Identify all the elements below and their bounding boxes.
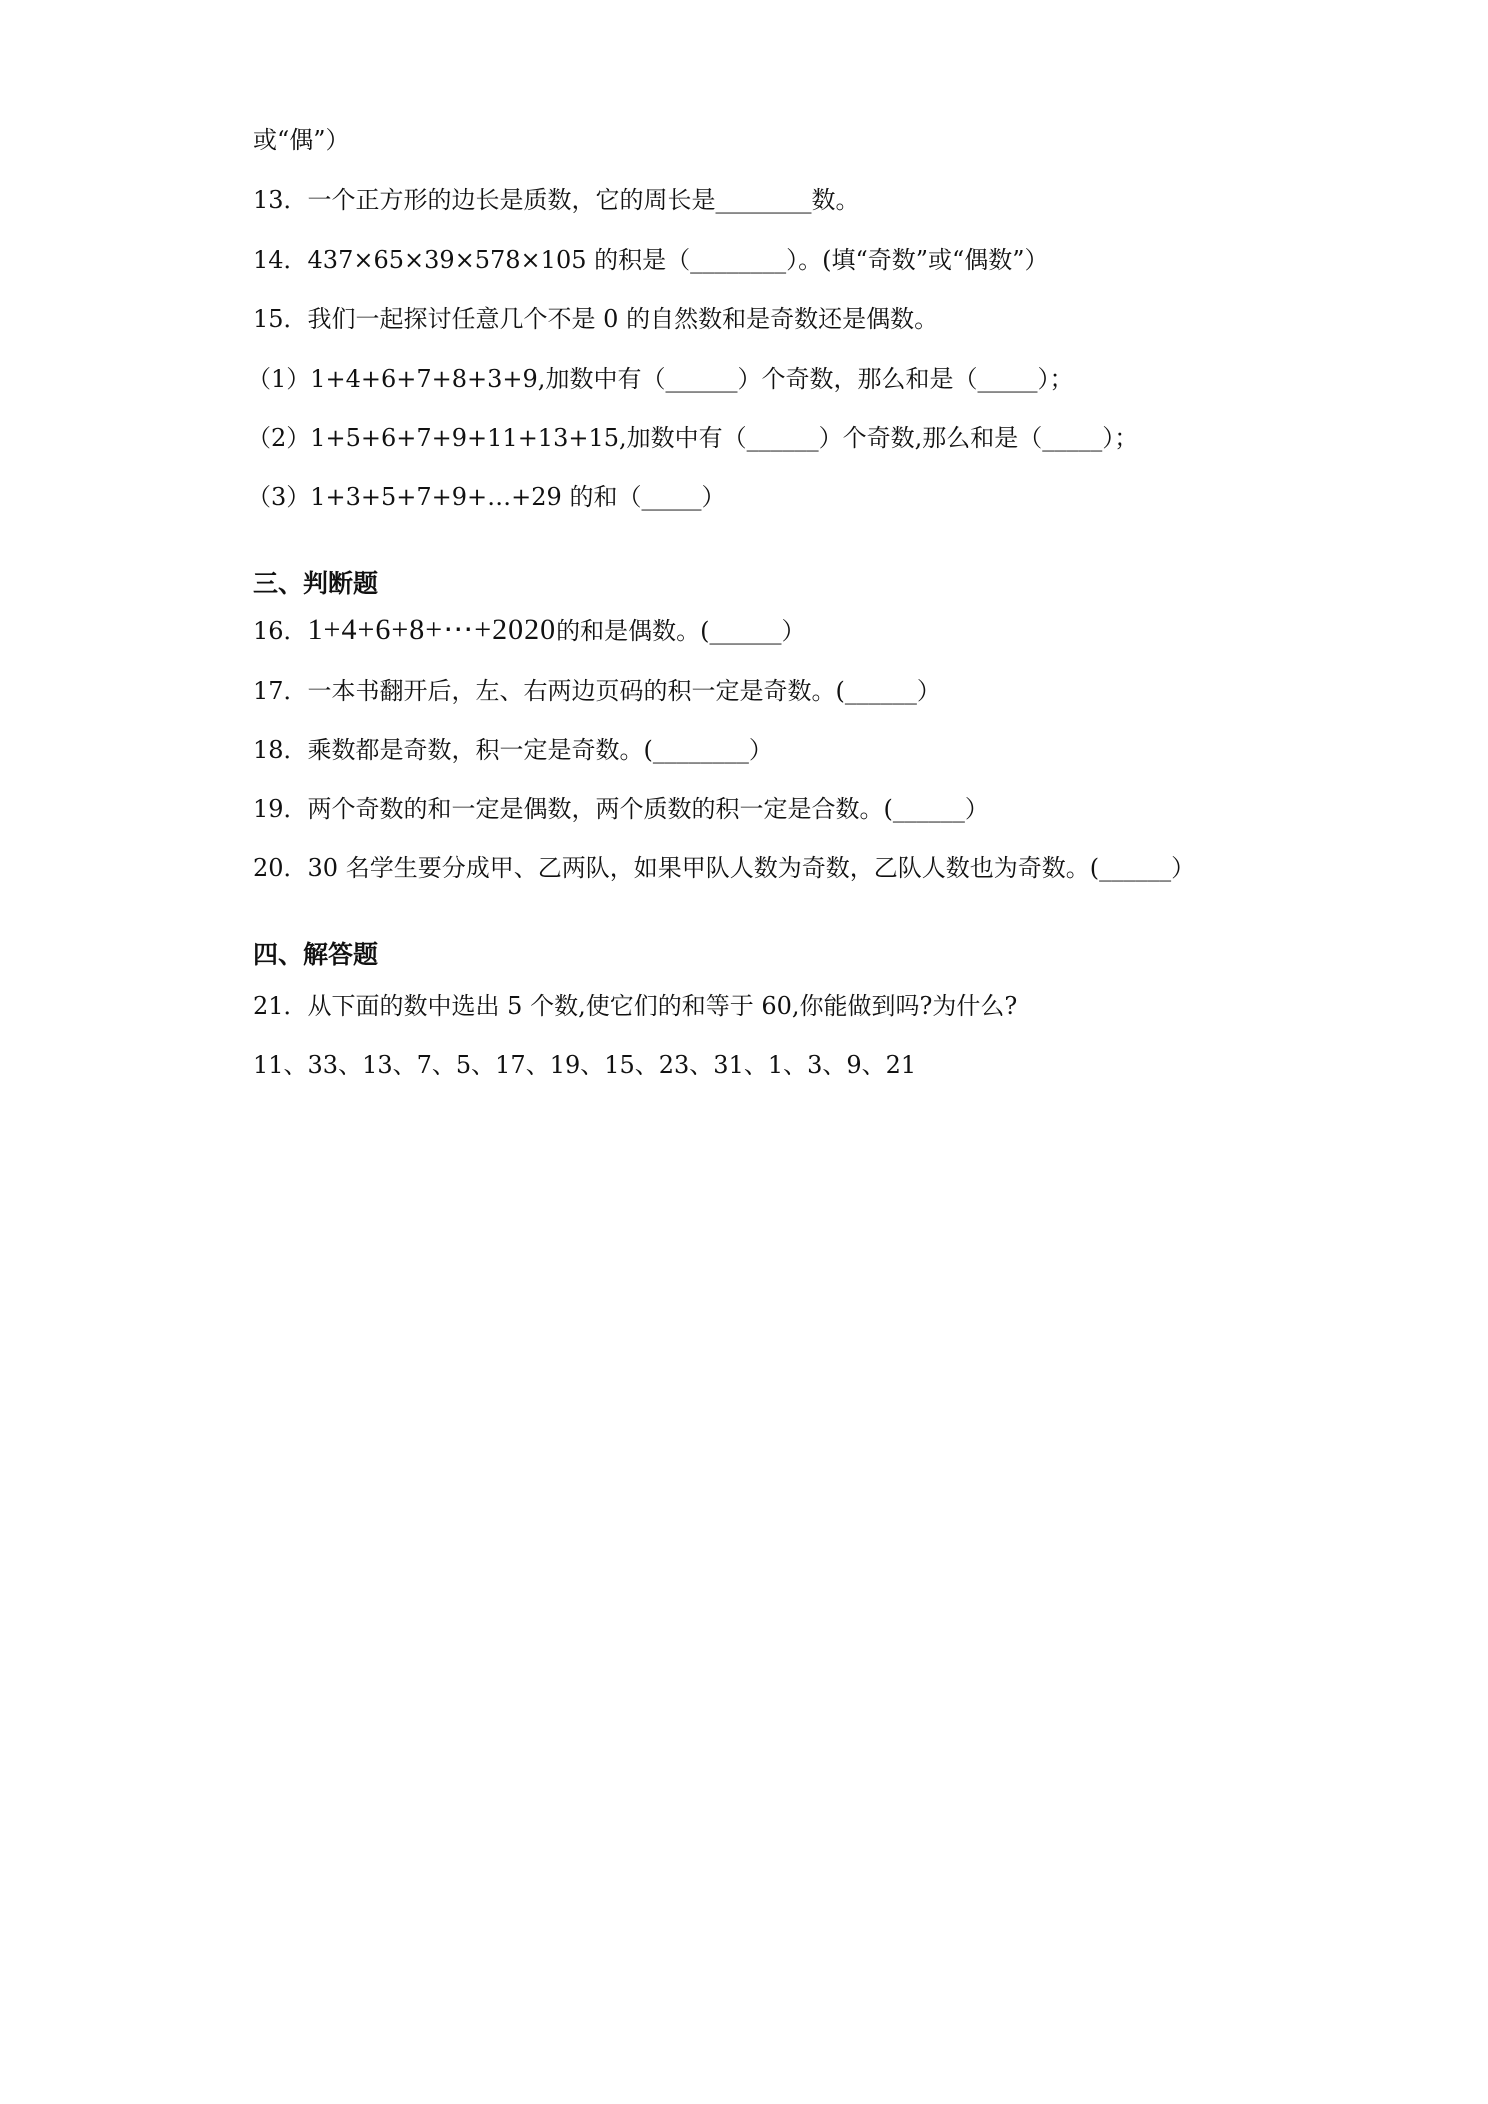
question-16-number: 16． bbox=[253, 617, 308, 645]
question-16 bbox=[253, 614, 806, 647]
question-21: 21．从下面的数中选出 5 个数,使它们的和等于 60,你能做到吗?为什么? bbox=[253, 992, 1018, 1020]
section-heading-judgment: 三、判断题 bbox=[253, 569, 379, 598]
question-14: 14．437×65×39×578×105 的积是（________）。(填“奇数”或“偶数”） bbox=[253, 246, 1049, 274]
question-13: 13．一个正方形的边长是质数，它的周长是________数。 bbox=[253, 186, 860, 214]
question-20: 20．30 名学生要分成甲、乙两队，如果甲队人数为奇数，乙队人数也为奇数。(______） bbox=[253, 854, 1196, 882]
question-16-text: 的和是偶数。(______） bbox=[556, 617, 806, 645]
question-19: 19．两个奇数的和一定是偶数，两个质数的积一定是合数。(______） bbox=[253, 795, 989, 823]
question-18: 18．乘数都是奇数，积一定是奇数。(________） bbox=[253, 736, 773, 764]
question-16-expression: 1+4+6+8+⋯+2020 bbox=[307, 613, 557, 646]
question-21-numbers: 11、33、13、7、5、17、19、15、23、31、1、3、9、21 bbox=[253, 1051, 917, 1079]
section-heading-answer: 四、解答题 bbox=[253, 940, 379, 969]
question-12-continuation: 或“偶”） bbox=[253, 126, 350, 154]
question-15: 15．我们一起探讨任意几个不是 0 的自然数和是奇数还是偶数。 bbox=[253, 305, 939, 333]
question-17: 17．一本书翻开后，左、右两边页码的积一定是奇数。(______） bbox=[253, 677, 941, 705]
question-15-part-3: （3）1+3+5+7+9+…+29 的和（_____） bbox=[247, 483, 726, 511]
question-15-part-1: （1）1+4+6+7+8+3+9,加数中有（______）个奇数，那么和是（_____）； bbox=[247, 365, 1074, 393]
question-15-part-2: （2）1+5+6+7+9+11+13+15,加数中有（______）个奇数,那么和是（_____）； bbox=[247, 424, 1139, 452]
